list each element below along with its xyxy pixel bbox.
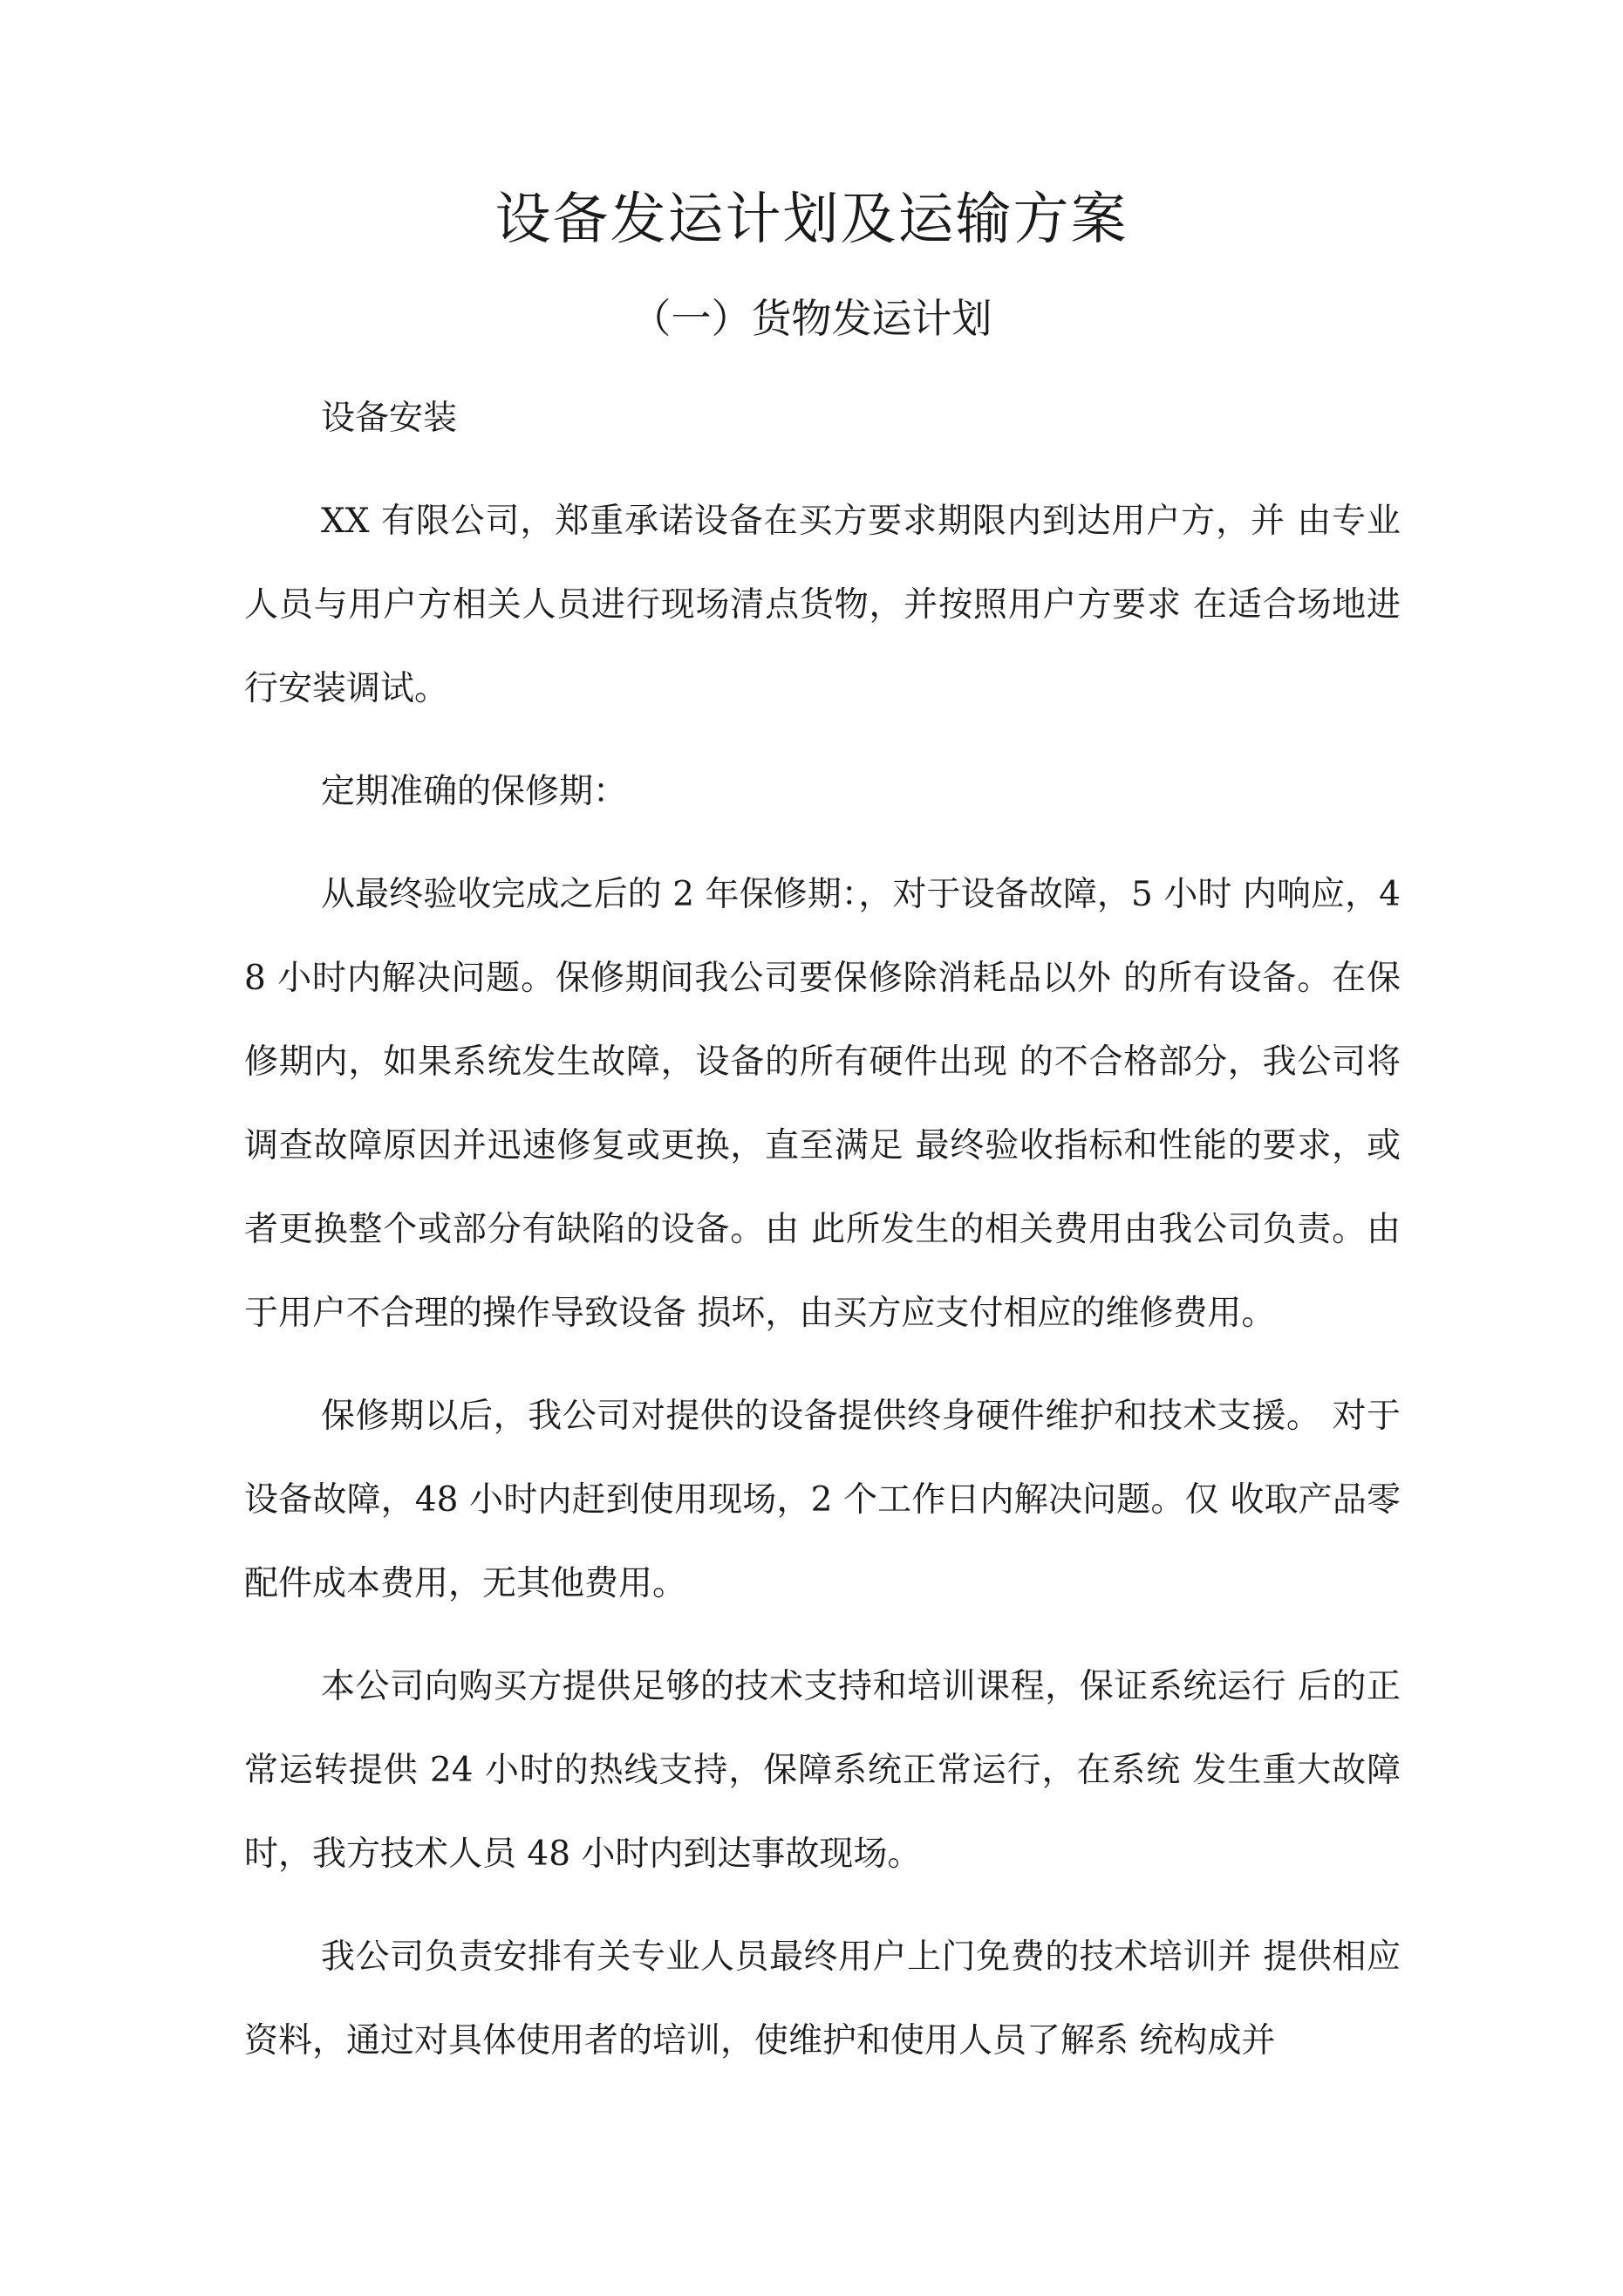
paragraph-delivery-commitment: XX 有限公司，郑重承诺设备在买方要求期限内到达用户方，并 由专业人员与用户方相关人员进行现场清点货物，并按照用户方要求 在适合场地进行安装调试。 — [244, 502, 1401, 708]
paragraph-technical-support: 本公司向购买方提供足够的技术支持和培训课程，保证系统运行 后的正常运转提供 24 小时的热线支持，保障系统正常运行，在系统 发生重大故障时，我方技术人员 48 小时内到达事故现场。 — [244, 1667, 1401, 1874]
paragraph-warranty-terms: 从最终验收完成之后的 2 年保修期：，对于设备故障，5 小时 内响应，48 小时内解决问题。保修期间我公司要保修除消耗品以外 的所有设备。在保修期内，如果系统发生故障，设备的所有硬件出现 的不合格部分，我公司将调查故障原因并迅速修复或更换，直至满足 最终验收指标和性能的要求，或者更换整个或部分有缺陷的设备。由 此所发生的相关费用由我公司负责。由于用户不合理的操作导致设备 损坏，由买方应支付相应的维修费用。 — [244, 875, 1401, 1333]
document-body — [244, 377, 1401, 2102]
paragraph-installation-heading: 设备安装 — [321, 399, 458, 438]
document-title: 设备发运计划及运输方案 — [494, 188, 1129, 252]
paragraph-warranty-heading: 定期准确的保修期： — [321, 772, 628, 811]
section-heading: （一）货物发运计划 — [631, 295, 992, 342]
paragraph-training: 我公司负责安排有关专业人员最终用户上门免费的技术培训并 提供相应资料，通过对具体使用者的培训，使维护和使用人员了解系 统构成并 — [244, 1937, 1401, 2060]
paragraph-post-warranty: 保修期以后，我公司对提供的设备提供终身硬件维护和技术支援。 对于设备故障，48 小时内赶到使用现场，2 个工作日内解决问题。仅 收取产品零配件成本费用，无其他费用。 — [244, 1397, 1401, 1603]
